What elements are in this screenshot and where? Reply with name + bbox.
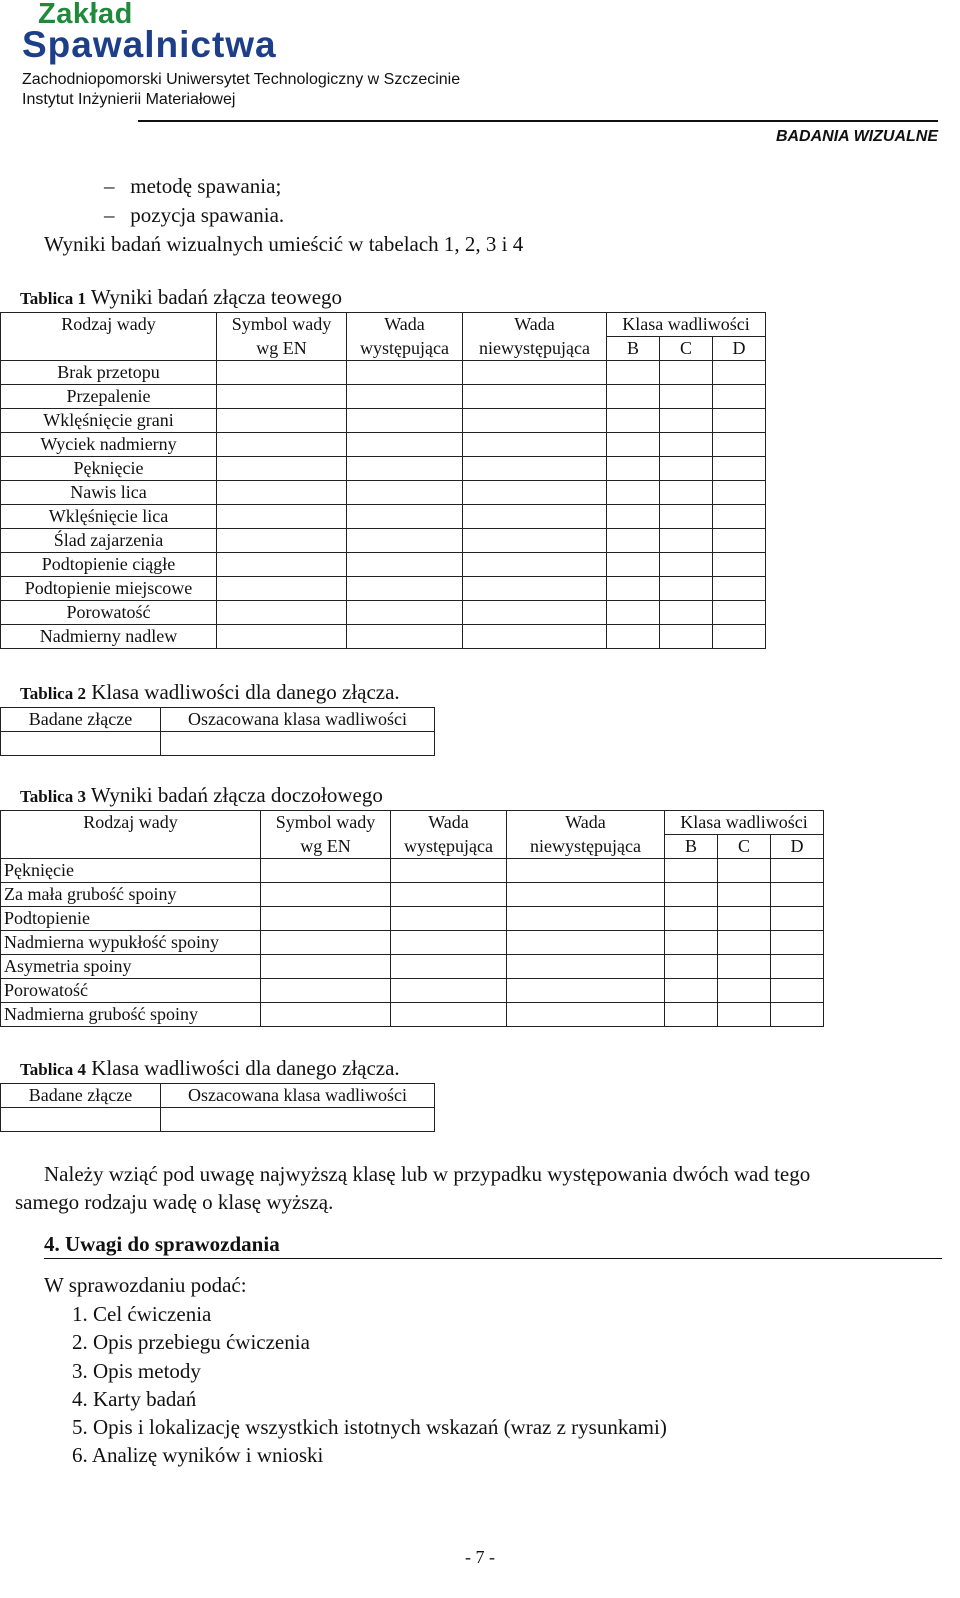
empty-cell (718, 907, 771, 931)
empty-cell (507, 931, 665, 955)
logo-zaklad: Zakład (38, 0, 133, 30)
empty-cell (713, 601, 766, 625)
empty-cell (463, 409, 607, 433)
header-badane-zlacze: Badane złącze (1, 708, 161, 732)
table-row (1, 859, 824, 883)
defect-name: Brak przetopu (1, 361, 217, 385)
table1 (0, 312, 766, 649)
header-class-c: C (718, 835, 771, 859)
defect-name: Wyciek nadmierny (1, 433, 217, 457)
table-row (1, 529, 766, 553)
empty-cell (665, 979, 718, 1003)
empty-cell (261, 859, 391, 883)
empty-cell (665, 955, 718, 979)
empty-cell (660, 481, 713, 505)
empty-cell (391, 907, 507, 931)
empty-cell (660, 625, 713, 649)
empty-cell (217, 601, 347, 625)
table3-caption (20, 783, 383, 808)
header-wada-niewystepujaca-2: niewystępująca (507, 835, 665, 859)
empty-cell (771, 931, 824, 955)
empty-cell (261, 979, 391, 1003)
empty-cell (771, 859, 824, 883)
table-row (1, 577, 766, 601)
empty-cell (665, 1003, 718, 1027)
university-name: Zachodniopomorski Uniwersytet Technologiczny w Szczecinie (22, 71, 461, 88)
header-badane-zlacze: Badane złącze (1, 1084, 161, 1108)
report-intro: W sprawozdaniu podać: (44, 1273, 247, 1297)
header-wada-niewystepujaca-2: niewystępująca (463, 337, 607, 361)
header-symbol: Symbol wady (217, 313, 347, 337)
page-number: - 7 - (465, 1547, 495, 1567)
empty-cell (665, 907, 718, 931)
empty-cell (607, 409, 660, 433)
empty-cell (217, 409, 347, 433)
defect-name: Wklęśnięcie grani (1, 409, 217, 433)
empty-cell (713, 505, 766, 529)
table-row (1, 481, 766, 505)
table4-number: Tablica 4 (20, 1060, 86, 1079)
report-list (72, 1300, 667, 1470)
empty-cell (217, 625, 347, 649)
empty-cell (261, 955, 391, 979)
empty-cell (463, 361, 607, 385)
empty-cell (771, 907, 824, 931)
header-klasa: Klasa wadliwości (665, 811, 824, 835)
empty-cell (261, 907, 391, 931)
empty-cell (463, 481, 607, 505)
empty-cell (607, 457, 660, 481)
header-class-b: B (607, 337, 660, 361)
empty-cell (607, 385, 660, 409)
empty-cell (660, 361, 713, 385)
empty-cell (660, 577, 713, 601)
empty-cell (347, 577, 463, 601)
defect-name: Nadmierna grubość spoiny (1, 1003, 261, 1027)
table2-title: Klasa wadliwości dla danego złącza. (91, 680, 400, 704)
header-oszacowana-klasa: Oszacowana klasa wadliwości (161, 708, 435, 732)
table-row (1, 931, 824, 955)
table-row (1, 1003, 824, 1027)
empty-cell (718, 979, 771, 1003)
empty-cell (347, 529, 463, 553)
empty-cell (507, 955, 665, 979)
empty-cell (607, 601, 660, 625)
empty-cell (607, 529, 660, 553)
empty-cell (463, 505, 607, 529)
empty-cell (718, 931, 771, 955)
bullet-item: – metodę spawania; (104, 174, 282, 198)
table1-caption (20, 285, 342, 310)
empty-cell (463, 433, 607, 457)
empty-cell (261, 883, 391, 907)
empty-cell (507, 859, 665, 883)
empty-cell (713, 553, 766, 577)
empty-cell (463, 457, 607, 481)
empty-cell (507, 907, 665, 931)
defect-name: Nadmierny nadlew (1, 625, 217, 649)
empty-cell (665, 931, 718, 955)
empty-cell (607, 625, 660, 649)
empty-cell (261, 1003, 391, 1027)
empty-cell (347, 385, 463, 409)
table-row (1, 553, 766, 577)
empty-cell (261, 931, 391, 955)
table-row (1, 601, 766, 625)
header-wada-niewystepujaca: Wada (463, 313, 607, 337)
table-row (1, 433, 766, 457)
note-line1: Należy wziąć pod uwagę najwyższą klasę lub w przypadku występowania dwóch wad tego (44, 1162, 811, 1186)
defect-name: Porowatość (1, 979, 261, 1003)
empty-cell (607, 433, 660, 457)
empty-cell (718, 883, 771, 907)
header-rule (138, 120, 938, 122)
empty-cell (507, 883, 665, 907)
header-class-b: B (665, 835, 718, 859)
empty-cell (347, 553, 463, 577)
institute-name: Instytut Inżynierii Materiałowej (22, 91, 236, 108)
empty-cell (713, 361, 766, 385)
defect-name: Podtopienie (1, 907, 261, 931)
empty-cell (391, 955, 507, 979)
table3-title: Wyniki badań złącza doczołowego (90, 783, 383, 807)
empty-cell (607, 505, 660, 529)
empty-cell (391, 931, 507, 955)
defect-name: Za mała grubość spoiny (1, 883, 261, 907)
empty-cell (713, 481, 766, 505)
header-symbol-en: wg EN (217, 337, 347, 361)
empty-cell (391, 883, 507, 907)
empty-cell (463, 577, 607, 601)
empty-cell (771, 883, 824, 907)
empty-cell (660, 433, 713, 457)
header-rodzaj: Rodzaj wady (1, 811, 261, 835)
header-wada-wystepujaca-2: występująca (391, 835, 507, 859)
list-item: 2. Opis przebiegu ćwiczenia (72, 1330, 310, 1355)
header-class-d: D (713, 337, 766, 361)
empty-cell (217, 505, 347, 529)
list-item: 4. Karty badań (72, 1386, 197, 1411)
table2-number: Tablica 2 (20, 684, 86, 703)
table4 (0, 1083, 435, 1132)
list-item: 6. Analizę wyników i wnioski (72, 1443, 324, 1468)
defect-name: Podtopienie ciągłe (1, 553, 217, 577)
table-row (1, 505, 766, 529)
header-klasa: Klasa wadliwości (607, 313, 766, 337)
empty-cell (347, 433, 463, 457)
table1-title: Wyniki badań złącza teowego (90, 285, 343, 309)
section-title: BADANIA WIZUALNE (775, 128, 938, 145)
header-wada-wystepujaca: Wada (391, 811, 507, 835)
header-wada-wystepujaca: Wada (347, 313, 463, 337)
table-row (1, 457, 766, 481)
empty-cell (347, 505, 463, 529)
note-line2: samego rodzaju wadę o klasę wyższą. (15, 1190, 334, 1214)
defect-name: Nawis lica (1, 481, 217, 505)
header-oszacowana-klasa: Oszacowana klasa wadliwości (161, 1084, 435, 1108)
header-symbol: Symbol wady (261, 811, 391, 835)
empty-cell (347, 409, 463, 433)
header-wada-niewystepujaca: Wada (507, 811, 665, 835)
empty-cell (660, 409, 713, 433)
defect-name: Pęknięcie (1, 457, 217, 481)
list-item: 5. Opis i lokalizację wszystkich istotnych wskazań (wraz z rysunkami) (72, 1415, 667, 1440)
bullet-item: – pozycja spawania. (104, 203, 285, 227)
defect-name: Nadmierna wypukłość spoiny (1, 931, 261, 955)
empty-cell (463, 529, 607, 553)
empty-cell (347, 481, 463, 505)
header-class-d: D (771, 835, 824, 859)
empty-cell (347, 361, 463, 385)
empty-cell (665, 883, 718, 907)
section4-heading: 4. Uwagi do sprawozdania (44, 1232, 280, 1256)
empty-cell (771, 955, 824, 979)
empty-cell (607, 361, 660, 385)
empty-cell (217, 385, 347, 409)
defect-name: Ślad zajarzenia (1, 529, 217, 553)
empty-cell (713, 529, 766, 553)
header-symbol-en: wg EN (261, 835, 391, 859)
defect-name: Asymetria spoiny (1, 955, 261, 979)
table-row (1, 907, 824, 931)
table2-caption (20, 680, 400, 705)
empty-cell (713, 385, 766, 409)
list-item: 1. Cel ćwiczenia (72, 1302, 212, 1326)
empty-cell (391, 859, 507, 883)
university-block (22, 70, 460, 110)
empty-cell (771, 979, 824, 1003)
table-row (1, 409, 766, 433)
empty-cell (713, 625, 766, 649)
empty-cell (463, 385, 607, 409)
empty-cell (463, 625, 607, 649)
table-row (1, 979, 824, 1003)
empty-cell (217, 361, 347, 385)
empty-cell (607, 481, 660, 505)
empty-cell (660, 385, 713, 409)
list-item: 3. Opis metody (72, 1358, 201, 1383)
empty-cell (507, 979, 665, 1003)
section4-rule (44, 1258, 942, 1259)
empty-cell (607, 553, 660, 577)
table-row (1, 361, 766, 385)
empty-cell (463, 601, 607, 625)
table-row (1, 385, 766, 409)
intro-line: Wyniki badań wizualnych umieścić w tabelach 1, 2, 3 i 4 (44, 232, 524, 256)
empty-cell (347, 457, 463, 481)
empty-cell (217, 553, 347, 577)
empty-cell (217, 457, 347, 481)
empty-cell (217, 577, 347, 601)
table-row (1, 625, 766, 649)
empty-cell (347, 625, 463, 649)
header-rodzaj: Rodzaj wady (1, 313, 217, 337)
empty-cell (660, 529, 713, 553)
empty-cell (660, 505, 713, 529)
defect-name: Przepalenie (1, 385, 217, 409)
table3 (0, 810, 824, 1027)
empty-cell (713, 577, 766, 601)
empty-cell (463, 553, 607, 577)
table4-title: Klasa wadliwości dla danego złącza. (91, 1056, 400, 1080)
empty-cell (660, 553, 713, 577)
table1-number: Tablica 1 (20, 289, 86, 308)
empty-cell (217, 481, 347, 505)
empty-cell (391, 979, 507, 1003)
empty-cell (607, 577, 660, 601)
defect-name: Porowatość (1, 601, 217, 625)
table4-caption (20, 1056, 400, 1081)
empty-cell (771, 1003, 824, 1027)
empty-cell (718, 1003, 771, 1027)
empty-cell (217, 433, 347, 457)
table2 (0, 707, 435, 756)
empty-cell (660, 601, 713, 625)
empty-cell (660, 457, 713, 481)
empty-cell (391, 1003, 507, 1027)
header-class-c: C (660, 337, 713, 361)
table3-number: Tablica 3 (20, 787, 86, 806)
empty-cell (507, 1003, 665, 1027)
empty-cell (217, 529, 347, 553)
empty-cell (713, 409, 766, 433)
table-row (1, 883, 824, 907)
empty-cell (665, 859, 718, 883)
empty-cell (347, 601, 463, 625)
empty-cell (713, 433, 766, 457)
defect-name: Wklęśnięcie lica (1, 505, 217, 529)
defect-name: Podtopienie miejscowe (1, 577, 217, 601)
defect-name: Pęknięcie (1, 859, 261, 883)
logo-spawalnictwa: Spawalnictwa (22, 24, 277, 65)
empty-cell (718, 955, 771, 979)
empty-cell (713, 457, 766, 481)
empty-cell (718, 859, 771, 883)
table-row (1, 955, 824, 979)
header-wada-wystepujaca-2: występująca (347, 337, 463, 361)
